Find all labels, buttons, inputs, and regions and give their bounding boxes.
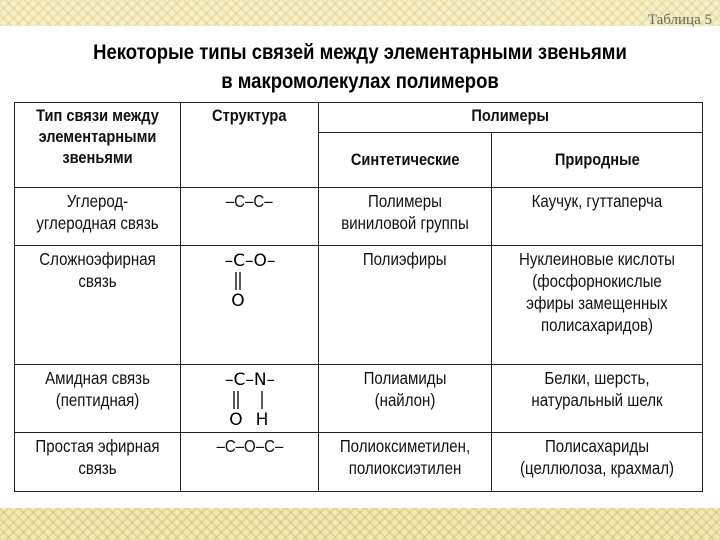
cell-synthetic: Полиоксиметилен, полиоксиэтилен xyxy=(319,433,492,492)
title-line-1: Некоторые типы связей между элементарными звеньями xyxy=(93,41,627,64)
structure-formula: –C–N– xyxy=(224,369,275,390)
cell-bond-type: Сложноэфирная связь xyxy=(15,246,181,365)
structure-formula: –C–C– xyxy=(226,190,273,211)
header-bond-type: Тип связи между элементарными звеньями xyxy=(15,103,181,188)
cell-synthetic: Полиэфиры xyxy=(319,246,492,365)
top-decorative-band xyxy=(0,0,720,26)
cell-natural: Полисахариды (целлюлоза, крахмал) xyxy=(492,433,703,492)
bond-types-table xyxy=(14,102,703,492)
cell-structure xyxy=(181,246,319,365)
structure-formula: –C–O– xyxy=(224,251,275,272)
cell-structure xyxy=(181,433,319,492)
page-label: Таблица 5 xyxy=(647,12,712,28)
cell-bond-type: Простая эфирная связь xyxy=(15,433,181,492)
title-line-2: в макромолекулах полимеров xyxy=(221,70,499,93)
structure-sub-atom-right: H xyxy=(255,409,268,429)
cell-bond-type: Амидная связь (пептидная) xyxy=(15,364,181,433)
cell-natural: Белки, шерсть, натуральный шелк xyxy=(492,364,703,433)
cell-structure xyxy=(181,187,319,245)
cell-natural: Каучук, гуттаперча xyxy=(492,187,703,245)
page-title xyxy=(43,38,677,96)
structure-sub-atom-left: O xyxy=(228,409,243,429)
structure-sub-atom: O xyxy=(230,291,245,311)
bottom-decorative-band xyxy=(0,508,720,540)
cell-synthetic: Полимеры виниловой группы xyxy=(319,187,492,245)
amide-structure-diagram xyxy=(200,367,300,429)
table-row xyxy=(15,364,703,433)
cell-bond-type: Углерод-углеродная связь xyxy=(15,187,181,245)
ester-structure-diagram xyxy=(200,248,300,310)
structure-formula: –C–O–C– xyxy=(216,436,283,457)
table-row xyxy=(15,187,703,245)
cell-natural: Нуклеиновые кислоты (фосфорнокислые эфиры замещенных полисахаридов) xyxy=(492,246,703,365)
header-structure: Структура xyxy=(181,103,319,188)
table-row xyxy=(15,433,703,492)
header-synthetic: Синтетические xyxy=(319,133,492,187)
header-natural: Природные xyxy=(492,133,703,187)
cell-synthetic: Полиамиды (найлон) xyxy=(319,364,492,433)
header-row-1 xyxy=(15,103,703,133)
header-polymers: Полимеры xyxy=(319,103,703,133)
cell-structure xyxy=(181,364,319,433)
table-row xyxy=(15,246,703,365)
